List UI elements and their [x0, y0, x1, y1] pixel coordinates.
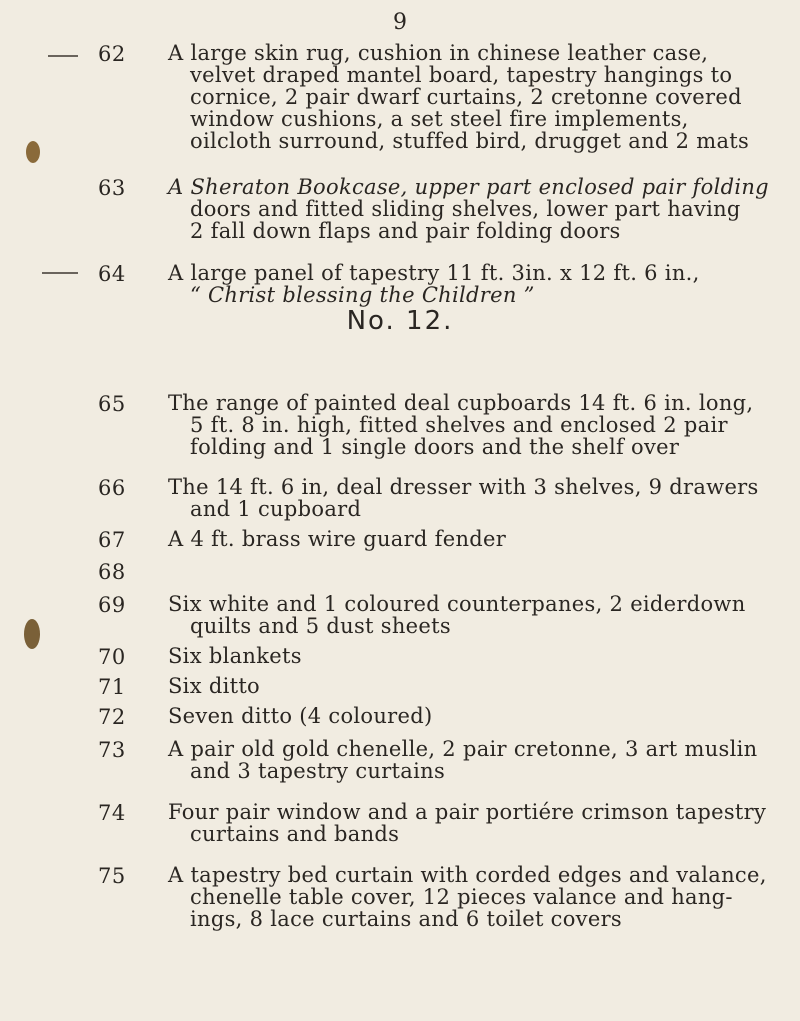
lot-line: 5 ft. 8 in. high, fitted shelves and enclosed 2 pair — [190, 413, 728, 437]
lot-description — [168, 593, 778, 637]
lot-number: 66 — [98, 476, 126, 500]
lot-number: 75 — [98, 864, 126, 888]
lot-number: 64 — [98, 262, 126, 286]
lot-description — [168, 738, 778, 782]
lot-line: doors and fitted sliding shelves, lower part having — [190, 197, 741, 221]
lot-line: A tapestry bed curtain with corded edges and valance, — [168, 863, 767, 887]
lot-line: A large panel of tapestry 11 ft. 3in. x 12 ft. 6 in., — [168, 261, 700, 285]
lot-number: 69 — [98, 593, 126, 617]
lot-line: A large skin rug, cushion in chinese leather case, — [168, 41, 709, 65]
lot-number: 72 — [98, 705, 126, 729]
lot-description — [168, 176, 778, 242]
lot-description — [168, 645, 778, 667]
lot-line: curtains and bands — [190, 822, 400, 846]
lot-line: window cushions, a set steel fire implements, — [190, 107, 689, 131]
lot-description — [168, 476, 778, 520]
lot-line: cornice, 2 pair dwarf curtains, 2 cretonne covered — [190, 85, 742, 109]
ink-blot-bottom — [24, 619, 40, 649]
lot-number: 65 — [98, 392, 126, 416]
lot-line: The 14 ft. 6 in, deal dresser with 3 shelves, 9 drawers — [168, 475, 759, 499]
lot-line: 2 fall down flaps and pair folding doors — [190, 219, 621, 243]
lot-line: The range of painted deal cupboards 14 ft. 6 in. long, — [168, 391, 754, 415]
lot-line: and 1 cupboard — [190, 497, 362, 521]
lot-number: 67 — [98, 528, 126, 552]
lot-line: Four pair window and a pair portiére crimson tapestry — [168, 800, 767, 824]
lot-line: “ Christ blessing the Children ” — [190, 283, 535, 307]
lot-description — [168, 675, 778, 697]
lot-number: 71 — [98, 675, 126, 699]
lot-description — [168, 262, 778, 306]
lot-line: A pair old gold chenelle, 2 pair cretonne, 3 art muslin — [168, 737, 758, 761]
lot-line: velvet draped mantel board, tapestry hangings to — [190, 63, 733, 87]
lot-description — [168, 801, 778, 845]
lot-line: Six ditto — [168, 674, 261, 698]
lot-line: chenelle table cover, 12 pieces valance and hang- — [190, 885, 733, 909]
lot-number: 74 — [98, 801, 126, 825]
lot-number: 63 — [98, 176, 126, 200]
lot-line: Seven ditto (4 coloured) — [168, 704, 433, 728]
lot-number: 62 — [98, 42, 126, 66]
lot-number: 73 — [98, 738, 126, 762]
lot-line: quilts and 5 dust sheets — [190, 614, 451, 638]
lot-description — [168, 705, 778, 727]
lot-number: 70 — [98, 645, 126, 669]
lot-description — [168, 42, 778, 152]
lot-line: oilcloth surround, stuffed bird, drugget and 2 mats — [190, 129, 750, 153]
lot-line: A Sheraton Bookcase, upper part enclosed pair folding — [168, 175, 769, 199]
ink-blot-top — [26, 141, 40, 163]
lot-line: ings, 8 lace curtains and 6 toilet covers — [190, 907, 622, 931]
lot-description — [168, 392, 778, 458]
lot-description — [168, 864, 778, 930]
lot-line: Six white and 1 coloured counterpanes, 2 eiderdown — [168, 592, 746, 616]
margin-dash-64 — [42, 272, 78, 274]
lot-line: A 4 ft. brass wire guard fender — [168, 527, 507, 551]
margin-dash-62 — [48, 55, 78, 57]
lot-description — [168, 528, 778, 550]
lot-line: and 3 tapestry curtains — [190, 759, 446, 783]
page-number: 9 — [393, 10, 407, 35]
lot-line: folding and 1 single doors and the shelf over — [190, 435, 680, 459]
lot-number: 68 — [98, 560, 126, 584]
section-heading: No. 12. — [346, 306, 454, 336]
lot-line: Six blankets — [168, 644, 302, 668]
